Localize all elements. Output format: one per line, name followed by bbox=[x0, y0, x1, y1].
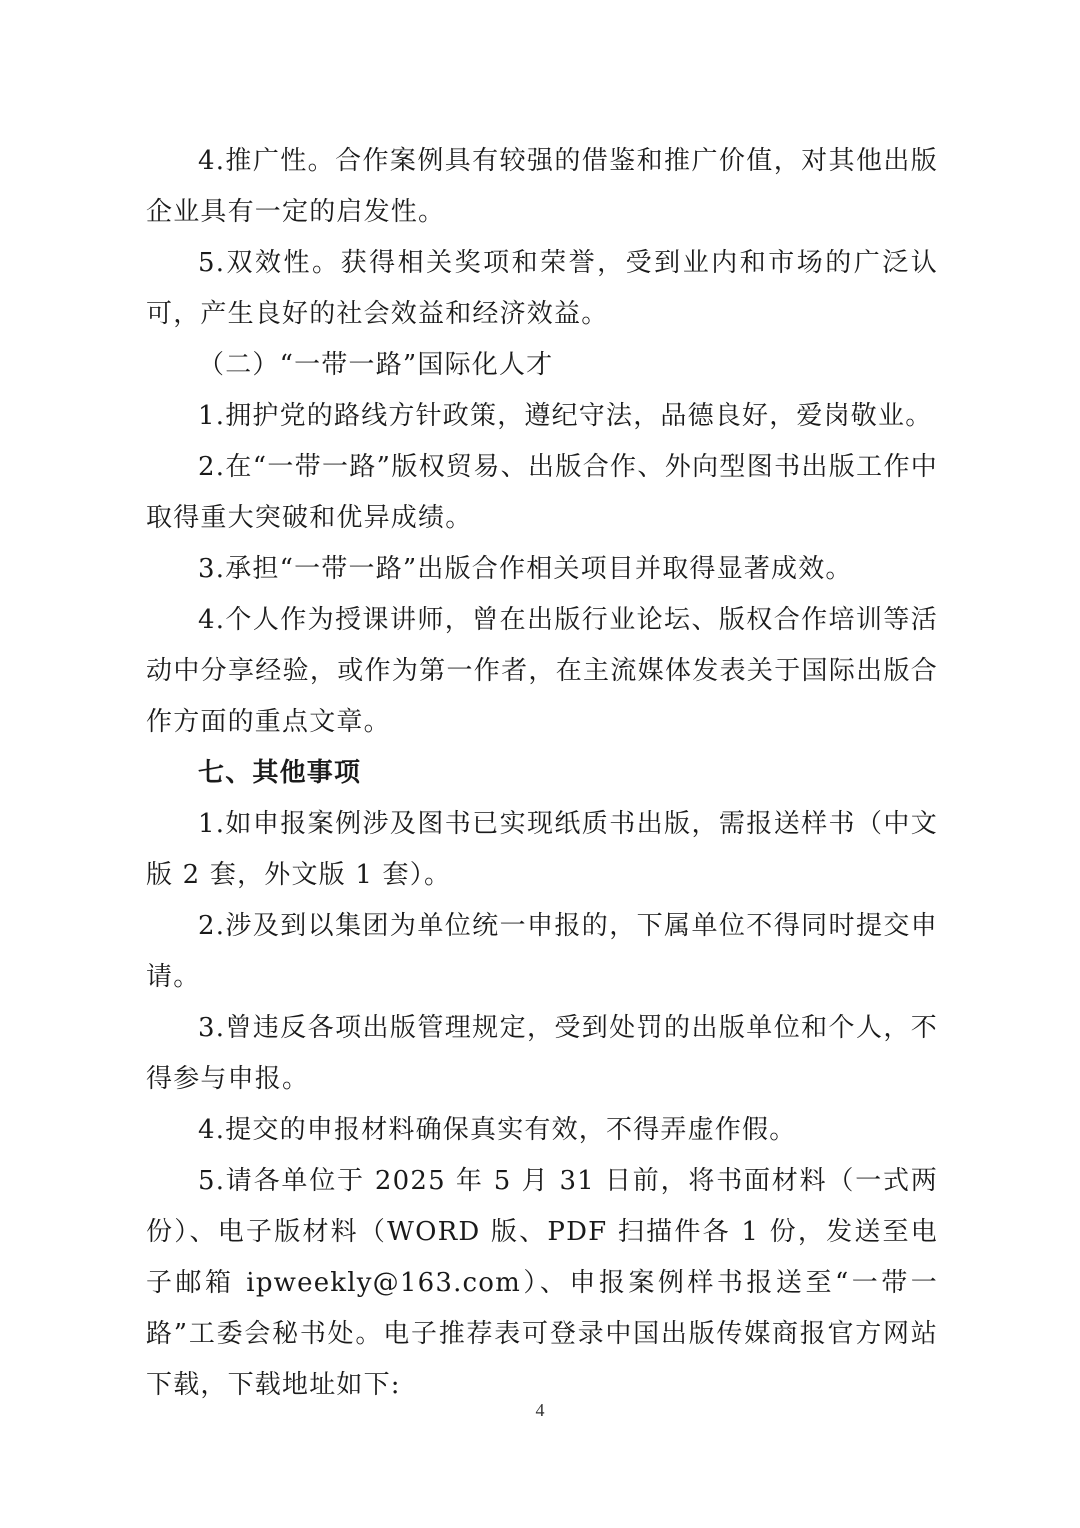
paragraph-other-1: 1.如申报案例涉及图书已实现纸质书出版，需报送样书（中文版 2 套，外文版 1 套）。 bbox=[146, 809, 938, 890]
paragraph-talent-3: 3.承担“一带一路”出版合作相关项目并取得显著成效。 bbox=[198, 554, 853, 584]
paragraph-talent-4: 4.个人作为授课讲师，曾在出版行业论坛、版权合作培训等活动中分享经验，或作为第一作者，在主流媒体发表关于国际出版合作方面的重点文章。 bbox=[146, 605, 938, 737]
page-number: 4 bbox=[535, 1400, 545, 1420]
paragraph-other-5: 5.请各单位于 2025 年 5 月 31 日前，将书面材料（一式两份）、电子版材料（WORD 版、PDF 扫描件各 1 份，发送至电子邮箱 ipweekly@163.com）、申报案例样书报送至“一带一路”工委会秘书处。电子推荐表可登录中国出版传媒商报官方网站下载，下载地址如下: bbox=[146, 1166, 938, 1400]
paragraph-talent-2: 2.在“一带一路”版权贸易、出版合作、外向型图书出版工作中取得重大突破和优异成绩。 bbox=[146, 452, 938, 533]
paragraph-other-3: 3.曾违反各项出版管理规定，受到处罚的出版单位和个人，不得参与申报。 bbox=[146, 1013, 938, 1094]
paragraph-dual-benefit: 5.双效性。获得相关奖项和荣誉，受到业内和市场的广泛认可，产生良好的社会效益和经济效益。 bbox=[146, 248, 938, 329]
section-heading-other-matters: 七、其他事项 bbox=[198, 758, 362, 788]
paragraph-promotion: 4.推广性。合作案例具有较强的借鉴和推广价值，对其他出版企业具有一定的启发性。 bbox=[146, 146, 938, 227]
paragraph-talent-1: 1.拥护党的路线方针政策，遵纪守法，品德良好，爱岗敬业。 bbox=[198, 401, 933, 431]
subheading-international-talent: （二）“一带一路”国际化人才 bbox=[198, 350, 554, 380]
document-body bbox=[146, 136, 938, 1411]
paragraph-other-4: 4.提交的申报材料确保真实有效，不得弄虚作假。 bbox=[198, 1115, 797, 1145]
paragraph-other-2: 2.涉及到以集团为单位统一申报的，下属单位不得同时提交申请。 bbox=[146, 911, 938, 992]
